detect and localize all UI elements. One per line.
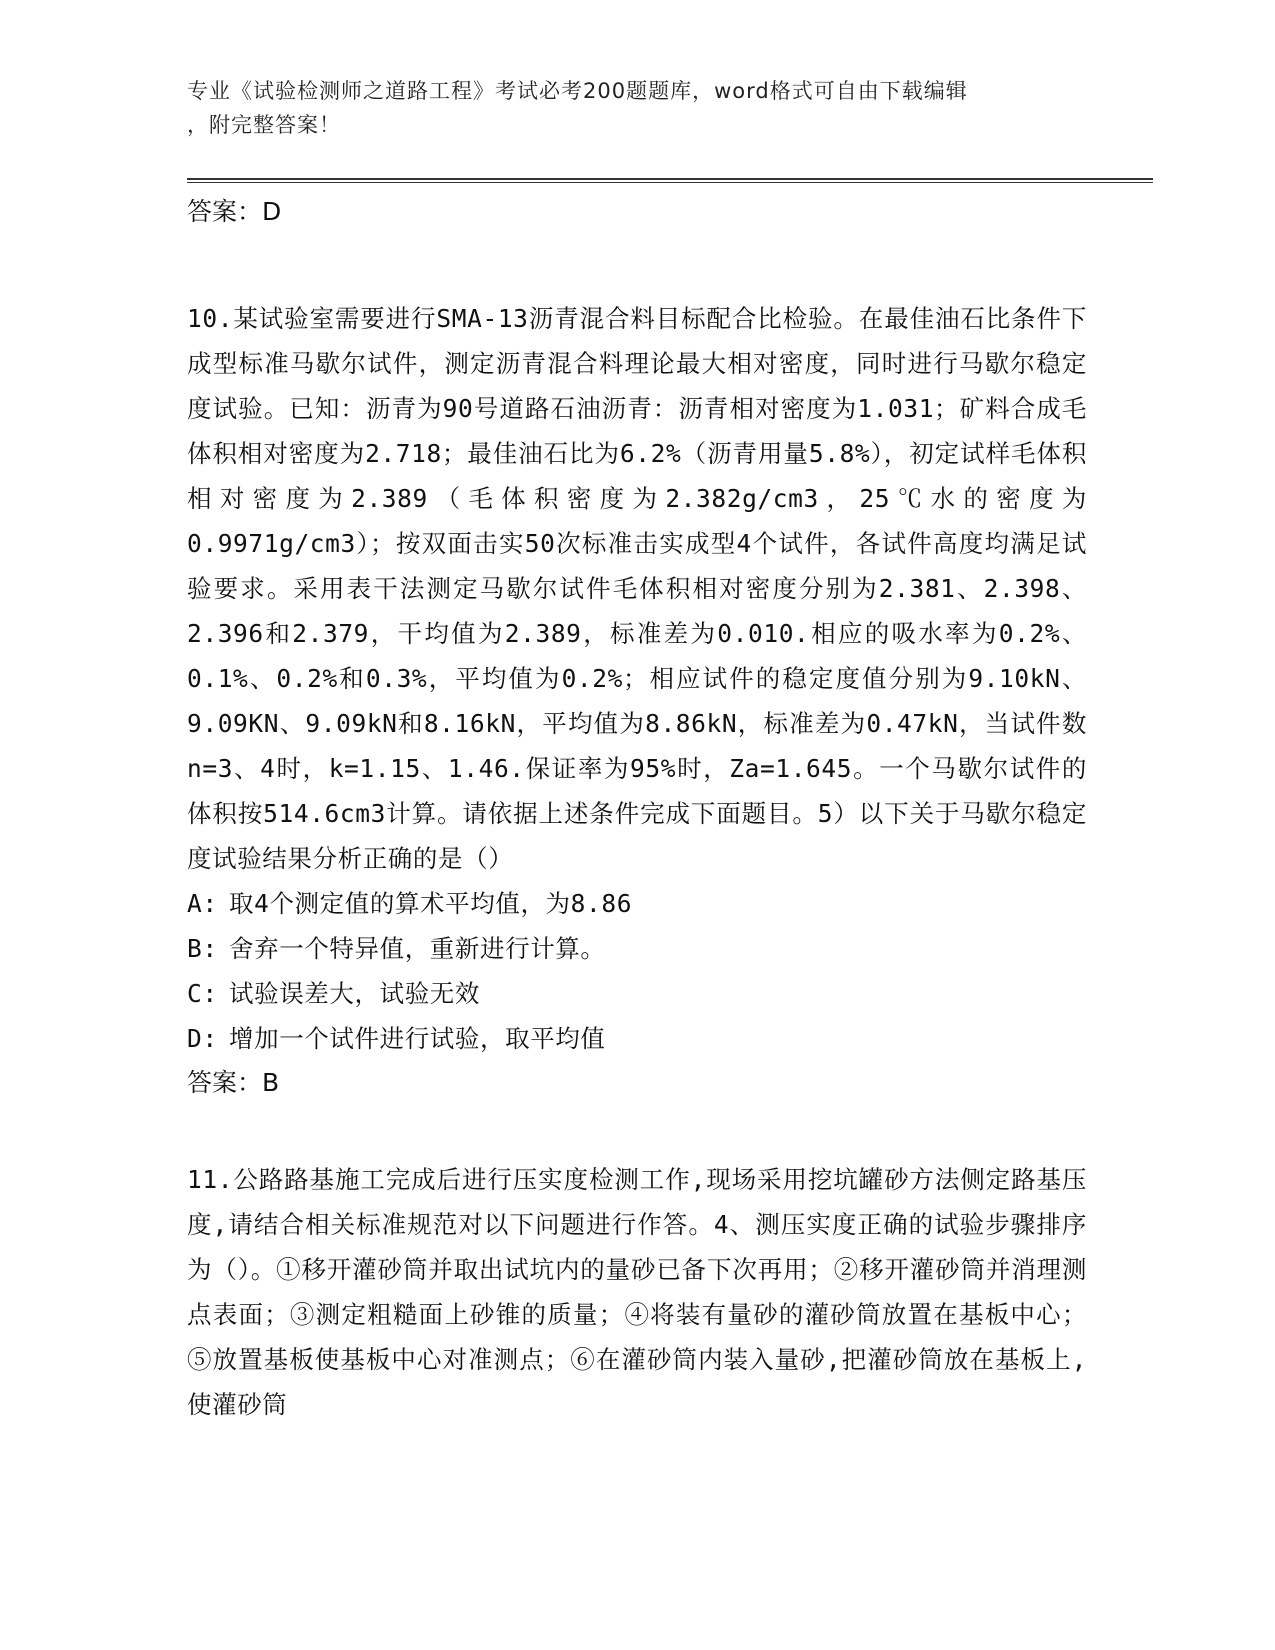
page-content [187, 190, 1087, 1427]
question-10-answer: 答案：B [187, 1068, 280, 1097]
option-d-label: D: [187, 1024, 218, 1053]
option-b-text: 舍弃一个特异值，重新进行计算。 [229, 934, 606, 963]
option-d [187, 1016, 1087, 1061]
previous-answer: 答案：D [187, 197, 282, 226]
option-c-label: C: [187, 979, 218, 1008]
option-d-text: 增加一个试件进行试验，取平均值 [229, 1024, 606, 1053]
question-10-options [187, 881, 1087, 1061]
option-a-label: A: [187, 889, 218, 918]
header-line-2: ，附完整答案！ [187, 113, 341, 137]
question-11-text: 11.公路路基施工完成后进行压实度检测工作,现场采用挖坑罐砂方法侧定路基压度,请结合相关标准规范对以下问题进行作答。4、测压实度正确的试验步骤排序为（）。①移开灌砂筒并取出试坑内的量砂已备下次再用；②移开灌砂筒并消理测点表面；③测定粗糙面上砂锥的质量；④将装有量砂的灌砂筒放置在基板中心；⑤放置基板使基板中心对准测点；⑥在灌砂筒内装入量砂,把灌砂筒放在基板上,使灌砂筒 [187, 1165, 1087, 1419]
header-line-1: 专业《试验检测师之道路工程》考试必考200题题库，word格式可自由下载编辑 [187, 79, 968, 103]
page-header [187, 74, 1067, 142]
option-b [187, 926, 1087, 971]
option-b-label: B: [187, 934, 218, 963]
option-c-text: 试验误差大，试验无效 [229, 979, 480, 1008]
question-10-text: 10.某试验室需要进行SMA-13沥青混合料目标配合比检验。在最佳油石比条件下成型标准马歇尔试件，测定沥青混合料理论最大相对密度，同时进行马歇尔稳定度试验。已知：沥青为90号道路石油沥青：沥青相对密度为1.031；矿料合成毛体积相对密度为2.718；最佳油石比为6.2%（沥青用量5.8%），初定试样毛体积相对密度为2.389（毛体积密度为2.382g/cm3，25℃水的密度为0.9971g/cm3）；按双面击实50次标准击实成型4个试件，各试件高度均满足试验要求。采用表干法测定马歇尔试件毛体积相对密度分别为2.381、2.398、2.396和2.379，干均值为2.389，标准差为0.010.相应的吸水率为0.2%、0.1%、0.2%和0.3%，平均值为0.2%；相应试件的稳定度值分别为9.10kN、9.09KN、9.09kN和8.16kN，平均值为8.86kN，标准差为0.47kN，当试件数n=3、4时，k=1.15、1.46.保证率为95%时，Za=1.645。一个马歇尔试件的体积按514.6cm3计算。请依据上述条件完成下面题目。5）以下关于马歇尔稳定度试验结果分析正确的是（） [187, 304, 1087, 873]
option-a [187, 881, 1087, 926]
option-c [187, 971, 1087, 1016]
header-rule-thin [187, 182, 1153, 183]
option-a-text: 取4个测定值的算术平均值，为8.86 [229, 889, 633, 918]
header-rule-thick [187, 178, 1153, 180]
